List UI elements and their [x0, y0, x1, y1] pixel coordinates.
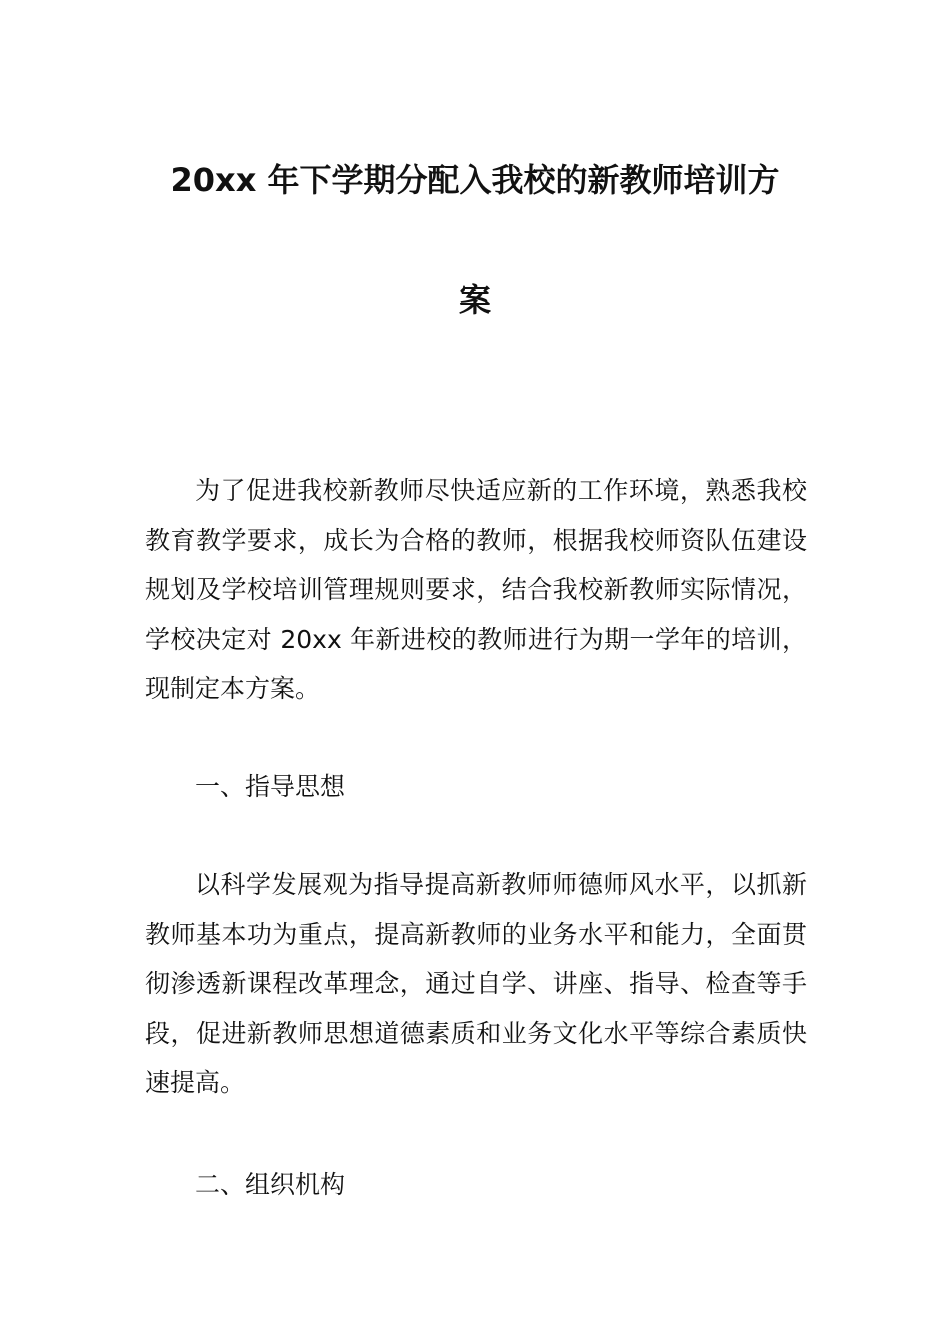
- document-title-line1: 20xx 年下学期分配入我校的新教师培训方: [170, 161, 780, 199]
- section-heading-guiding-ideology: 一、指导思想: [195, 772, 346, 801]
- document-title-line2: 案: [458, 281, 491, 319]
- guiding-ideology-paragraph: 以科学发展观为指导提高新教师师德师风水平，以抓新教师基本功为重点，提高新教师的业务水平和能力，全面贯彻渗透新课程改革理念，通过自学、讲座、指导、检查等手段，促进新教师思想道德素质和业务文化水平等综合素质快速提高。: [145, 870, 807, 1097]
- section-heading-organization: 二、组织机构: [195, 1170, 346, 1199]
- intro-paragraph: 为了促进我校新教师尽快适应新的工作环境，熟悉我校教育教学要求，成长为合格的教师，根据我校师资队伍建设规划及学校培训管理规则要求，结合我校新教师实际情况，学校决定对 20xx 年新进校的教师进行为期一学年的培训，现制定本方案。: [145, 476, 807, 703]
